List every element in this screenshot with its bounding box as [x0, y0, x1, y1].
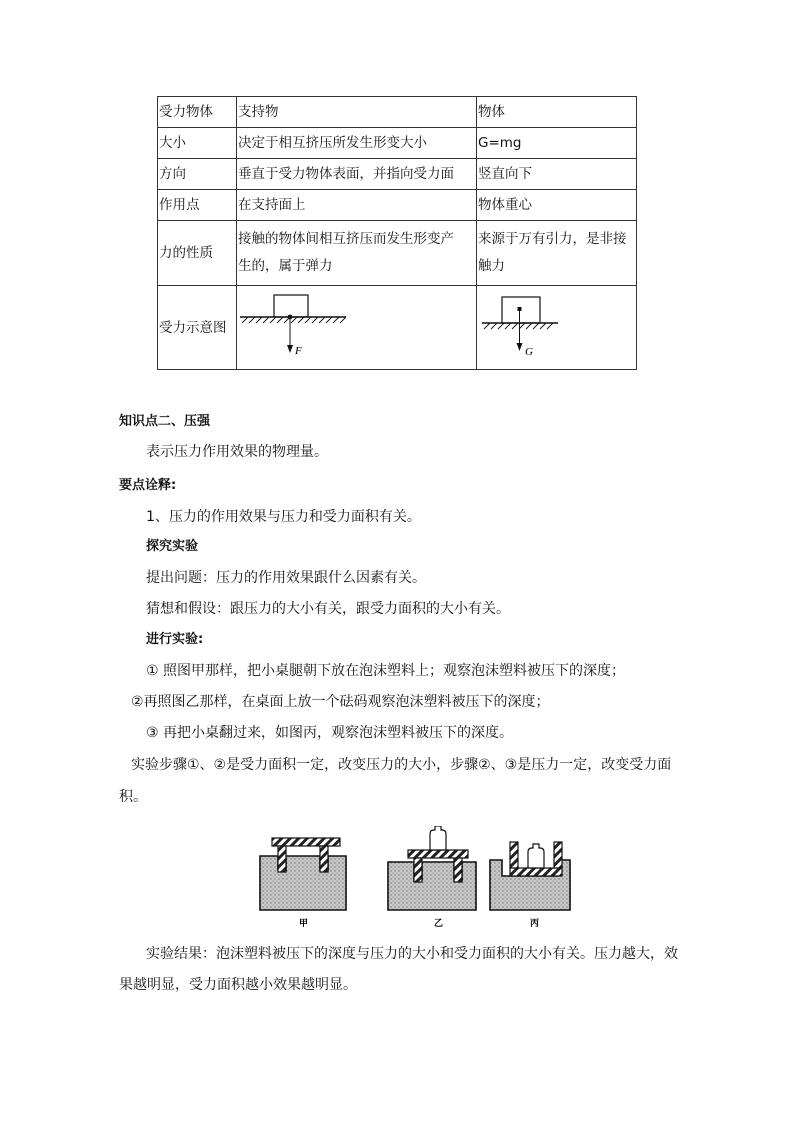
figure-label-yi: 乙: [434, 919, 444, 929]
force-label-f: F: [295, 344, 302, 357]
figure-label-jia: 甲: [299, 919, 309, 929]
gravity-cell: 物体: [477, 97, 637, 128]
pressure-line-1: 接触的物体间相互挤压而发生形变产: [238, 231, 454, 247]
step-3: ③ 再把小桌翻过来，如图丙，观察泡沫塑料被压下的深度。: [146, 725, 513, 741]
experiment-heading: 探究实验: [146, 539, 199, 554]
pressure-cell: 在支持面上: [237, 190, 477, 221]
result-line-1: 实验结果：泡沫塑料被压下的深度与压力的大小和受力面积的大小有关。压力越大，效: [146, 946, 678, 962]
gravity-line-1: 来源于万有引力，是非接: [478, 231, 627, 247]
pressure-line-2: 生的，属于弹力: [238, 258, 333, 274]
pressure-cell: 支持物: [237, 97, 477, 128]
gravity-cell: 物体重心: [477, 190, 637, 221]
explain-heading: 要点诠释:: [119, 478, 177, 493]
row-label: 方向: [158, 159, 237, 190]
table-row: [158, 190, 637, 221]
step-2: ②再照图乙那样，在桌面上放一个砝码观察泡沫塑料被压下的深度；: [131, 694, 550, 710]
pressure-force-diagram: [238, 287, 475, 369]
pressure-cell: 决定于相互挤压所发生形变大小: [237, 128, 477, 159]
row-label: 作用点: [158, 190, 237, 221]
gravity-force-diagram: [478, 287, 635, 369]
table-row: [158, 128, 637, 159]
pressure-cell: [237, 221, 477, 286]
experiment-figure: [258, 826, 578, 934]
row-label: 受力示意图: [158, 286, 237, 370]
diagram-bing: [490, 842, 570, 929]
summary-line-2: 积。: [119, 789, 147, 805]
step-1: ① 照图甲那样，把小桌腿朝下放在泡沫塑料上；观察泡沫塑料被压下的深度；: [146, 663, 625, 679]
row-label: 力的性质: [158, 221, 237, 286]
row-label: 大小: [158, 128, 237, 159]
gravity-line-2: 触力: [478, 258, 505, 274]
point-1: 1、压力的作用效果与压力和受力面积有关。: [146, 509, 421, 525]
table-row: [158, 221, 637, 286]
definition-text: 表示压力作用效果的物理量。: [146, 444, 328, 460]
procedure-heading: 进行实验:: [146, 632, 204, 647]
row-label: 受力物体: [158, 97, 237, 128]
hypothesis-text: 猜想和假设：跟压力的大小有关，跟受力面积的大小有关。: [146, 601, 510, 617]
pressure-diagram-cell: [237, 286, 477, 370]
force-label-g: G: [525, 345, 533, 358]
table-row: [158, 97, 637, 128]
figure-label-bing: 丙: [530, 919, 540, 929]
gravity-cell: 竖直向下: [477, 159, 637, 190]
result-line-2: 果越明显，受力面积越小效果越明显。: [119, 977, 357, 993]
section-heading: 知识点二、压强: [119, 414, 211, 429]
diagram-yi: [388, 826, 476, 929]
table-row: [158, 159, 637, 190]
gravity-diagram-cell: [477, 286, 637, 370]
question-text: 提出问题：压力的作用效果跟什么因素有关。: [146, 570, 426, 586]
comparison-table: [157, 96, 637, 370]
gravity-cell: [477, 221, 637, 286]
pressure-cell: 垂直于受力物体表面，并指向受力面: [237, 159, 477, 190]
diagram-jia: [260, 838, 346, 929]
summary-line-1: 实验步骤①、②是受力面积一定，改变压力的大小，步骤②、③是压力一定，改变受力面: [131, 757, 672, 773]
gravity-cell: G=mg: [477, 128, 637, 159]
table-row: [158, 286, 637, 370]
